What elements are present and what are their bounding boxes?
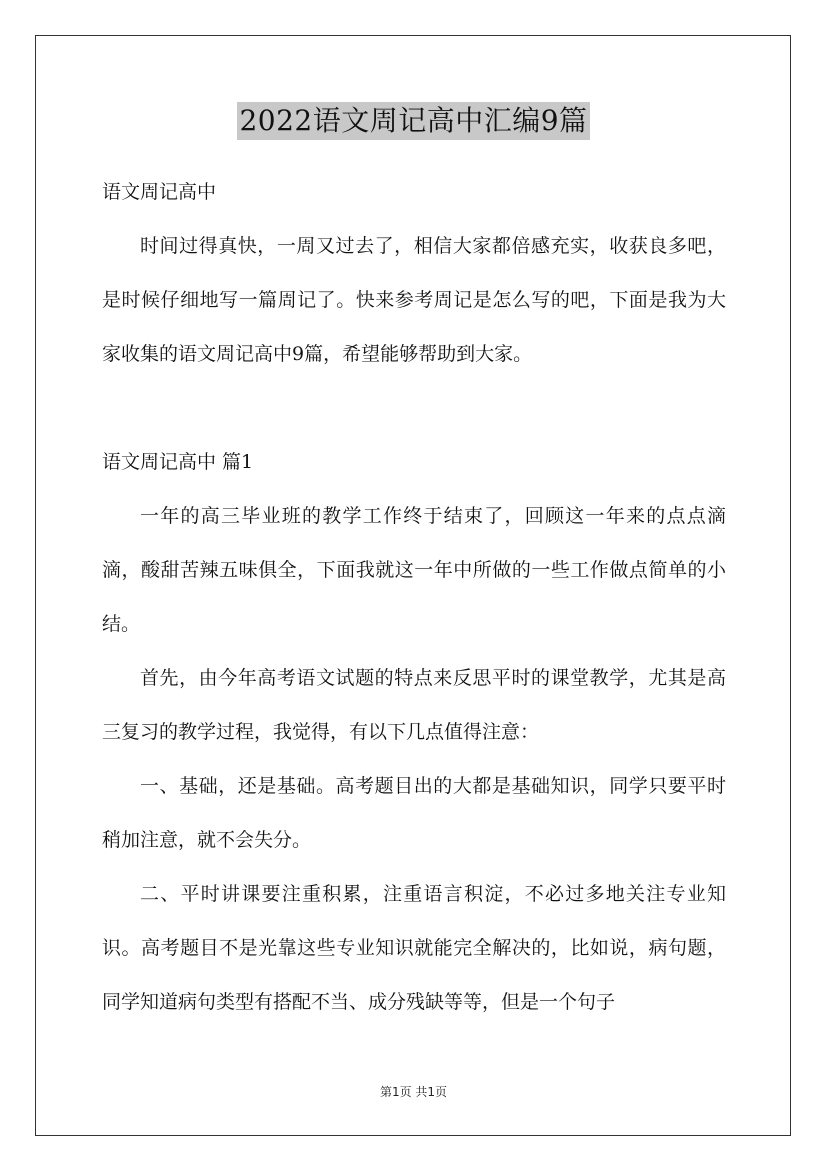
paragraph: 二、平时讲课要注重积累，注重语言积淀，不必过多地关注专业知识。高考题目不是光靠这些专业知识就能完全解决的，比如说，病句题，同学知道病句类型有搭配不当、成分残缺等等，但是一个句子: [102, 883, 726, 1013]
page-footer: [0, 1083, 827, 1101]
document-body: [102, 165, 726, 1029]
paragraph: 一、基础，还是基础。高考题目出的大都是基础知识，同学只要平时稍加注意，就不会失分。: [102, 775, 726, 851]
document-title: 2022语文周记高中汇编9篇: [237, 102, 589, 140]
section-heading: 语文周记高中: [102, 181, 217, 203]
page-number-text: 第1页 共1页: [379, 1085, 448, 1099]
paragraph: 首先，由今年高考语文试题的特点来反思平时的课堂教学，尤其是高三复习的教学过程，我觉得，有以下几点值得注意：: [102, 667, 726, 743]
paragraph: 时间过得真快，一周又过去了，相信大家都倍感充实，收获良多吧，是时候仔细地写一篇周记了。快来参考周记是怎么写的吧，下面是我为大家收集的语文周记高中9篇，希望能够帮助到大家。: [102, 235, 726, 365]
title-container: [0, 102, 827, 140]
section-heading: 语文周记高中 篇1: [102, 451, 254, 473]
paragraph: 一年的高三毕业班的教学工作终于结束了，回顾这一年来的点点滴滴，酸甜苦辣五味俱全，下面我就这一年中所做的一些工作做点简单的小结。: [102, 505, 726, 635]
section-spacer: [102, 381, 726, 435]
